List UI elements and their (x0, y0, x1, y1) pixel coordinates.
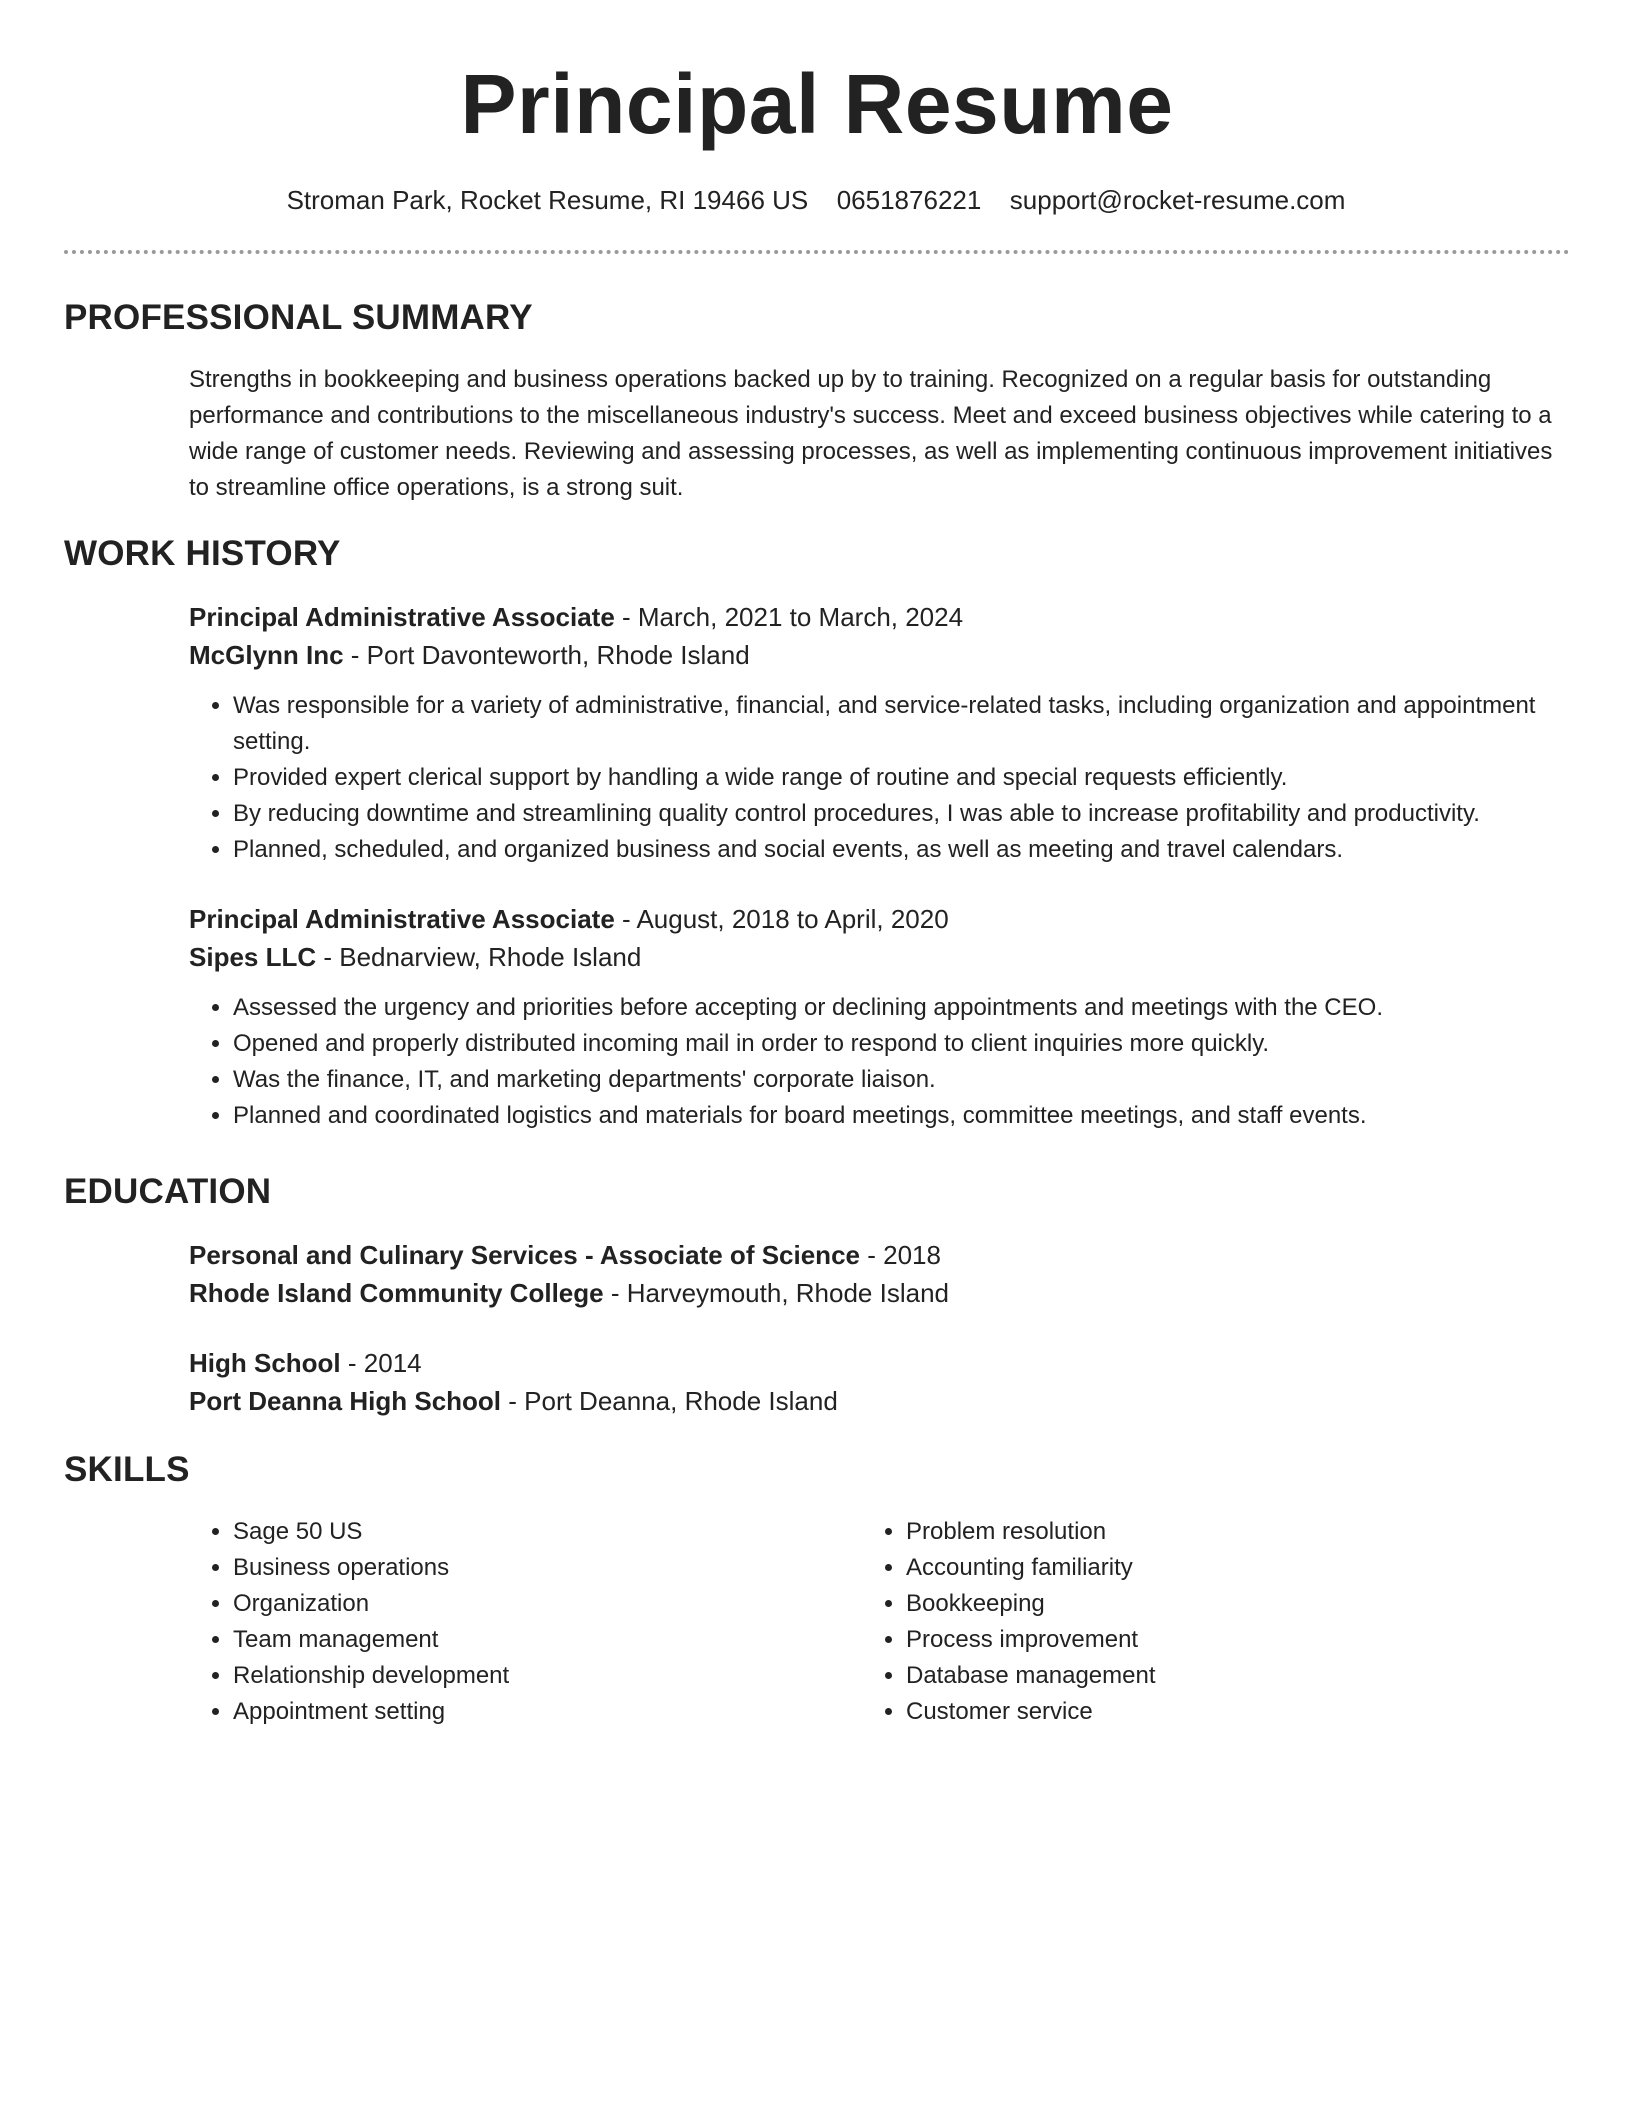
job-role: Principal Administrative Associate (189, 602, 615, 632)
skill-item: • Bookkeeping (906, 1586, 1462, 1622)
job-dates: - March, 2021 to March, 2024 (614, 602, 964, 632)
skill-item: • Appointment setting (233, 1694, 789, 1730)
job-company-line (189, 938, 1570, 976)
job-company-line (189, 636, 1570, 674)
education-degree-line (189, 1344, 1570, 1382)
skill-item: • Accounting familiarity (906, 1550, 1462, 1586)
skills-list-left (189, 1514, 789, 1730)
skill-item: • Sage 50 US (233, 1514, 789, 1550)
job-title-line (189, 900, 1570, 938)
contact-address: Stroman Park, Rocket Resume, RI 19466 US (286, 185, 809, 215)
skill-item: • Problem resolution (906, 1514, 1462, 1550)
summary-heading: PROFESSIONAL SUMMARY (64, 298, 533, 337)
header-divider (64, 250, 1570, 254)
contact-email[interactable]: support@rocket-resume.com (1009, 185, 1346, 215)
education-school: Port Deanna High School (189, 1386, 502, 1416)
work-history-heading: WORK HISTORY (64, 534, 341, 573)
contact-line (0, 183, 1632, 217)
job-bullet: • Was the finance, IT, and marketing departments' corporate liaison. (233, 1062, 1570, 1098)
summary-text: Strengths in bookkeeping and business operations backed up by to training. Recognized on a regular basis for outstanding performance and contributions to the miscellaneous industry's success. Meet and exceed business objectives while catering to a wide range of customer needs. Reviewing and assessing processes, as well as implementing continuous improvement initiatives to streamline office operations, is a strong suit. (189, 366, 1553, 501)
education-entry (189, 1236, 1570, 1312)
summary-section (189, 362, 1570, 506)
skills-list-right (862, 1514, 1462, 1730)
resume-header (64, 0, 1570, 154)
skills-column-right (862, 1514, 1462, 1730)
education-degree: Personal and Culinary Services - Associate of Science (189, 1240, 860, 1270)
education-school: Rhode Island Community College (189, 1278, 604, 1308)
job-entry (189, 900, 1570, 1134)
contact-phone: 0651876221 (836, 185, 982, 215)
job-bullet: • Planned, scheduled, and organized business and social events, as well as meeting and travel calendars. (233, 832, 1570, 868)
education-year: - 2018 (860, 1240, 941, 1270)
education-location: - Port Deanna, Rhode Island (501, 1386, 838, 1416)
skill-item: • Process improvement (906, 1622, 1462, 1658)
education-school-line (189, 1382, 1570, 1420)
resume-title: Principal Resume (460, 57, 1174, 151)
education-entry (189, 1344, 1570, 1420)
job-entry (189, 598, 1570, 868)
skills-column-left (189, 1514, 789, 1730)
skill-item: • Team management (233, 1622, 789, 1658)
skill-item: • Relationship development (233, 1658, 789, 1694)
education-degree-line (189, 1236, 1570, 1274)
job-dates: - August, 2018 to April, 2020 (614, 904, 949, 934)
job-location: - Bednarview, Rhode Island (316, 942, 642, 972)
education-school-line (189, 1274, 1570, 1312)
skill-item: • Customer service (906, 1694, 1462, 1730)
skills-heading: SKILLS (64, 1450, 190, 1489)
job-bullet: • By reducing downtime and streamlining quality control procedures, I was able to increase profitability and productivity. (233, 796, 1570, 832)
skill-item: • Database management (906, 1658, 1462, 1694)
job-bullets (189, 688, 1570, 868)
education-heading: EDUCATION (64, 1172, 272, 1211)
job-bullet: • Was responsible for a variety of administrative, financial, and service-related tasks, including organization and appointment setting. (233, 688, 1570, 760)
job-bullet: • Provided expert clerical support by handling a wide range of routine and special requests efficiently. (233, 760, 1570, 796)
job-bullets (189, 990, 1570, 1134)
education-location: - Harveymouth, Rhode Island (603, 1278, 949, 1308)
job-bullet: • Planned and coordinated logistics and materials for board meetings, committee meetings, and staff events. (233, 1098, 1570, 1134)
education-degree: High School (189, 1348, 341, 1378)
job-title-line (189, 598, 1570, 636)
job-bullet: • Assessed the urgency and priorities before accepting or declining appointments and meetings with the CEO. (233, 990, 1570, 1026)
skill-item: • Organization (233, 1586, 789, 1622)
job-bullet: • Opened and properly distributed incoming mail in order to respond to client inquiries more quickly. (233, 1026, 1570, 1062)
skill-item: • Business operations (233, 1550, 789, 1586)
job-company: Sipes LLC (189, 942, 317, 972)
job-role: Principal Administrative Associate (189, 904, 615, 934)
job-company: McGlynn Inc (189, 640, 344, 670)
education-year: - 2014 (340, 1348, 422, 1378)
job-location: - Port Davonteworth, Rhode Island (343, 640, 750, 670)
